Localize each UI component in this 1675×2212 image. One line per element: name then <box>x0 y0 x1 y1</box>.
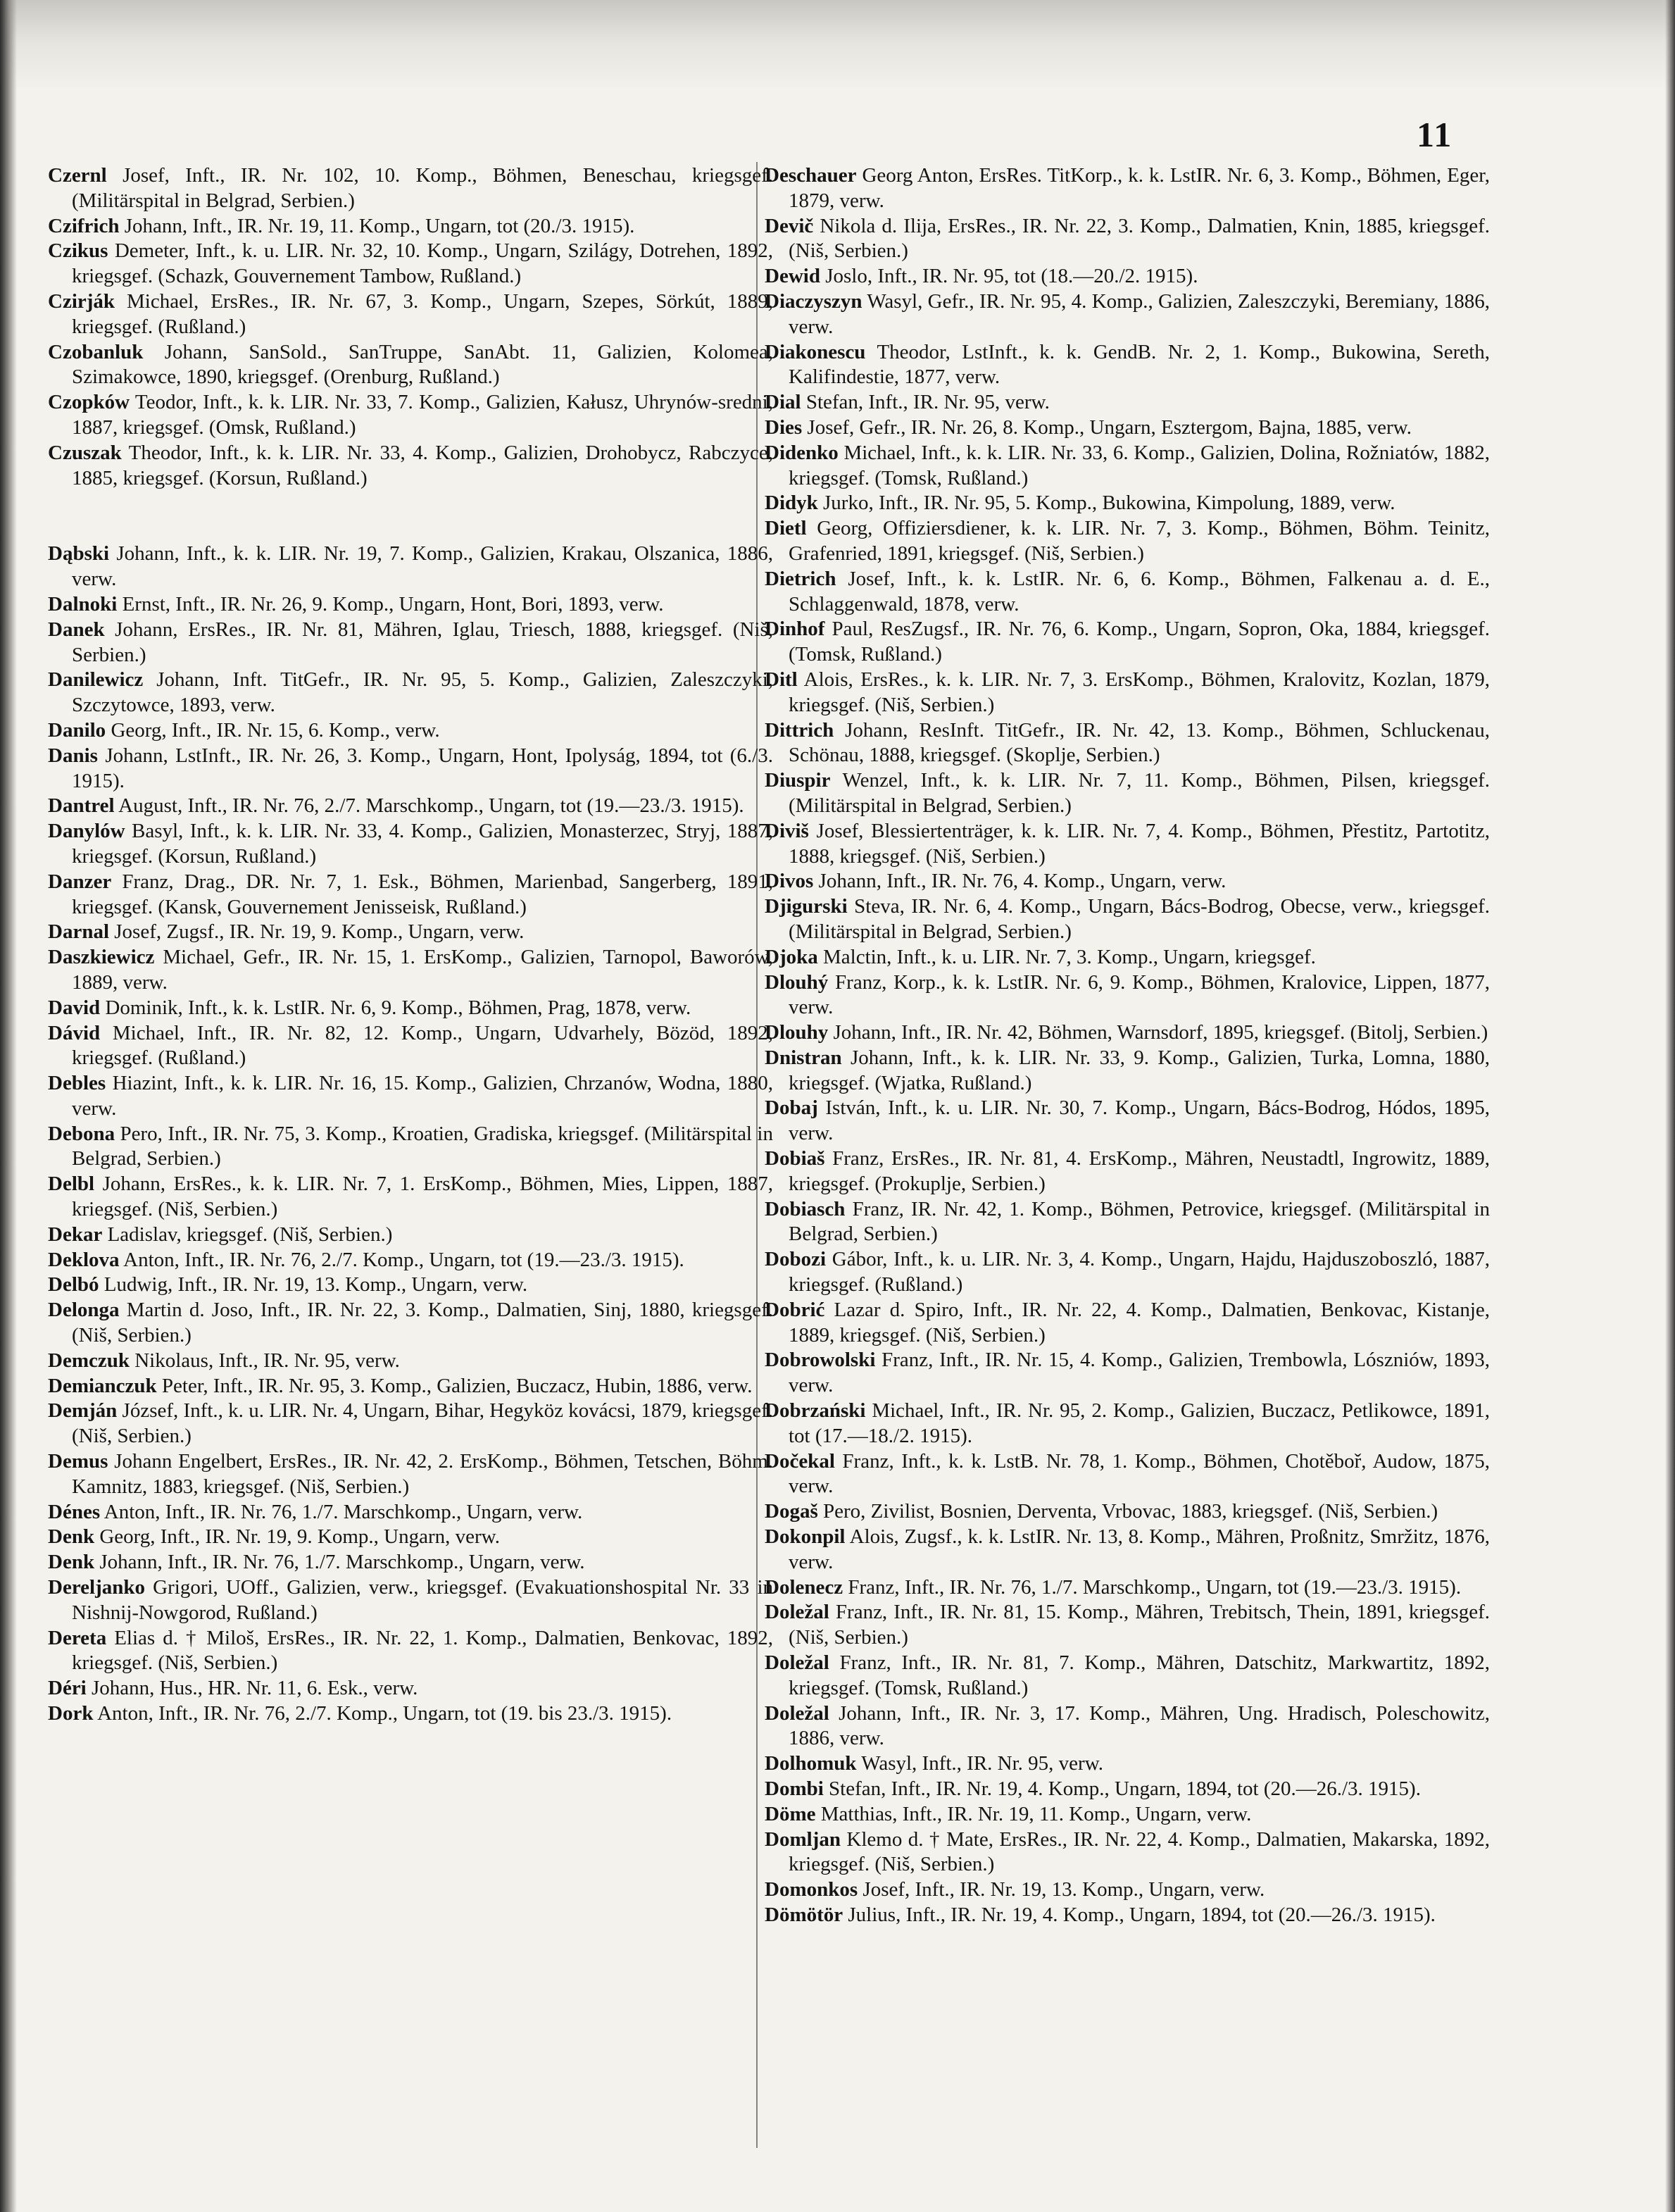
register-entry <box>48 870 773 920</box>
register-entry <box>765 1877 1490 1903</box>
entry-surname: Dokonpil <box>765 1525 846 1549</box>
right-column <box>765 163 1490 1928</box>
entry-details: Johann, LstInft., IR. Nr. 26, 3. Komp., Ungarn, Hont, Ipolyság, 1894, tot (6./3. 1915). <box>72 744 773 792</box>
entry-surname: Dobrzański <box>765 1399 866 1423</box>
page-right-edge <box>1665 0 1675 2212</box>
entry-details: Michael, Gefr., IR. Nr. 15, 1. ErsKomp., Galizien, Tarnopol, Baworów, 1889, verw. <box>72 946 773 994</box>
entry-details: Joslo, Inft., IR. Nr. 95, tot (18.—20./2. 1915). <box>825 265 1198 288</box>
register-entry <box>48 1701 773 1727</box>
register-entry <box>48 996 773 1021</box>
register-entry <box>765 1903 1490 1928</box>
entry-details: Alois, ErsRes., k. k. LIR. Nr. 7, 3. ErsKomp., Böhmen, Kralovitz, Kozlan, 1879, kriegsgef. (Niš, Serbien.) <box>789 668 1490 716</box>
entry-surname: Danilo <box>48 718 106 742</box>
entry-details: Paul, ResZugsf., IR. Nr. 76, 6. Komp., Ungarn, Sopron, Oka, 1884, kriegsgef. (Tomsk, Rußland.) <box>789 618 1491 666</box>
entry-details: Johann, SanSold., SanTruppe, SanAbt. 11, Galizien, Kolomea, Szimakowce, 1890, kriegsgef. (Orenburg, Rußland.) <box>72 340 773 389</box>
entry-details: Demeter, Inft., k. u. LIR. Nr. 32, 10. Komp., Ungarn, Szilágy, Dotrehen, 1892, kriegsgef. (Schazk, Gouvernement Tambow, Rußland.) <box>72 239 774 288</box>
entry-surname: Dlouhy <box>765 1021 829 1044</box>
entry-surname: Danis <box>48 744 98 767</box>
register-entry <box>765 1399 1490 1449</box>
entry-details: Johann, ErsRes., IR. Nr. 81, Mähren, Iglau, Triesch, 1888, kriegsgef. (Niš, Serbien.) <box>72 618 774 666</box>
register-entry <box>765 1701 1490 1752</box>
entry-details: Klemo d. † Mate, ErsRes., IR. Nr. 22, 4. Komp., Dalmatien, Makarska, 1892, kriegsgef. (Niš, Serbien.) <box>789 1827 1490 1876</box>
register-entry <box>765 163 1490 214</box>
entry-details: Wasyl, Gefr., IR. Nr. 95, 4. Komp., Galizien, Zaleszczyki, Beremiany, 1886, verw. <box>789 289 1490 338</box>
entry-surname: Dobozi <box>765 1248 826 1271</box>
register-entry <box>765 1751 1490 1777</box>
register-entry <box>765 1525 1490 1575</box>
entry-surname: Dénes <box>48 1500 101 1523</box>
entry-details: Georg, Inft., IR. Nr. 19, 9. Komp., Ungarn, verw. <box>99 1525 500 1549</box>
entry-surname: Djigurski <box>765 895 848 918</box>
entry-details: Nikolaus, Inft., IR. Nr. 95, verw. <box>134 1349 400 1372</box>
register-entry <box>765 768 1490 819</box>
entry-surname: Deschauer <box>765 164 857 187</box>
register-entry <box>48 819 773 870</box>
register-entry <box>48 1676 773 1701</box>
entry-surname: Domonkos <box>765 1878 858 1901</box>
entry-surname: Dnistran <box>765 1046 842 1069</box>
entry-details: Anton, Inft., IR. Nr. 76, 1./7. Marschkomp., Ungarn, verw. <box>103 1500 583 1523</box>
register-entry <box>48 289 773 340</box>
entry-details: Johann, Inft., IR. Nr. 42, Böhmen, Warnsdorf, 1895, kriegsgef. (Bitolj, Serbien.) <box>833 1021 1488 1044</box>
entry-surname: Czernl <box>48 164 107 187</box>
register-entry <box>48 1349 773 1374</box>
entry-details: Johann Engelbert, ErsRes., IR. Nr. 42, 2. ErsKomp., Böhmen, Tetschen, Böhm. Kamnitz, 1883, kriegsgef. (Niš, Serbien.) <box>72 1450 774 1498</box>
entry-details: Franz, Inft., IR. Nr. 81, 7. Komp., Mähren, Datschitz, Markwartitz, 1892, kriegsgef. (Tomsk, Rußland.) <box>789 1651 1490 1699</box>
register-entry <box>765 1348 1490 1399</box>
entry-surname: Czifrich <box>48 214 120 237</box>
entry-details: Stefan, Inft., IR. Nr. 95, verw. <box>805 391 1050 414</box>
right-column-block <box>765 163 1490 1928</box>
register-entry <box>765 1827 1490 1878</box>
register-entry <box>765 289 1490 340</box>
entry-details: Johann, Inft., IR. Nr. 19, 11. Komp., Ungarn, tot (20./3. 1915). <box>124 214 635 237</box>
entry-details: Pero, Zivilist, Bosnien, Derventa, Vrbovac, 1883, kriegsgef. (Niš, Serbien.) <box>822 1500 1438 1523</box>
register-entry <box>765 617 1490 668</box>
entry-surname: Dantrel <box>48 794 115 818</box>
register-entry <box>765 1046 1490 1096</box>
page-top-shadow <box>0 0 1675 92</box>
entry-surname: Dogaš <box>765 1500 818 1523</box>
register-entry <box>48 1298 773 1349</box>
register-entry <box>765 264 1490 289</box>
register-entry <box>48 1248 773 1273</box>
entry-surname: Didyk <box>765 492 818 515</box>
entry-details: Josef, Blessiertenträger, k. k. LIR. Nr. 7, 4. Komp., Böhmen, Přestitz, Partotitz, 1888, kriegsgef. (Niš, Serbien.) <box>789 819 1491 868</box>
entry-details: Franz, Drag., DR. Nr. 7, 1. Esk., Böhmen, Marienbad, Sangerberg, 1891, kriegsgef. (Kansk, Gouvernement Jenisseisk, Rußland.) <box>72 870 773 918</box>
entry-details: Pero, Inft., IR. Nr. 75, 3. Komp., Kroatien, Gradiska, kriegsgef. (Militärspital in Belgrad, Serbien.) <box>72 1122 773 1170</box>
register-entry <box>48 390 773 441</box>
entry-surname: Czobanluk <box>48 340 144 363</box>
entry-surname: Dittrich <box>765 718 834 742</box>
entry-surname: Delbó <box>48 1273 99 1296</box>
register-entry <box>48 1550 773 1575</box>
register-entry <box>765 869 1490 894</box>
register-entry <box>765 1575 1490 1601</box>
entry-details: Georg Anton, ErsRes. TitKorp., k. k. LstIR. Nr. 6, 3. Komp., Böhmen, Eger, 1879, verw. <box>789 164 1490 212</box>
register-entry <box>765 1298 1490 1349</box>
register-entry <box>48 1525 773 1550</box>
entry-details: Steva, IR. Nr. 6, 4. Komp., Ungarn, Bács-Bodrog, Obecse, verw., kriegsgef. (Militärspital in Belgrad, Serbien.) <box>789 895 1490 943</box>
entry-surname: Demján <box>48 1399 118 1423</box>
entry-surname: Debona <box>48 1122 115 1145</box>
entry-surname: Demianczuk <box>48 1374 157 1397</box>
register-entry <box>765 1802 1490 1827</box>
entry-details: Theodor, LstInft., k. k. GendB. Nr. 2, 1. Komp., Bukowina, Sereth, Kalifindestie, 1877, verw. <box>789 340 1490 389</box>
entry-surname: Diviš <box>765 819 809 842</box>
entry-surname: Dávid <box>48 1021 101 1044</box>
register-entry <box>765 970 1490 1021</box>
page-left-edge <box>0 0 17 2212</box>
register-entry <box>765 1247 1490 1298</box>
entry-surname: Diakonescu <box>765 340 866 363</box>
register-entry <box>765 1600 1490 1651</box>
left-column <box>48 163 773 1727</box>
register-entry <box>765 894 1490 945</box>
register-entry <box>765 1499 1490 1525</box>
register-entry <box>48 1374 773 1399</box>
entry-details: Josef, Inft., k. k. LstIR. Nr. 6, 6. Komp., Böhmen, Falkenau a. d. E., Schlaggenwald, 1878, verw. <box>789 567 1491 616</box>
entry-surname: Dlouhý <box>765 970 829 994</box>
register-entry <box>765 1449 1490 1500</box>
entry-surname: Czopków <box>48 391 130 414</box>
entry-details: Stefan, Inft., IR. Nr. 19, 4. Komp., Ungarn, 1894, tot (20.—26./3. 1915). <box>829 1777 1421 1800</box>
entry-details: Michael, Inft., k. k. LIR. Nr. 33, 6. Komp., Galizien, Dolina, Rožniatów, 1882, kriegsgef. (Tomsk, Rußland.) <box>789 441 1491 489</box>
entry-details: Franz, Inft., IR. Nr. 81, 15. Komp., Mähren, Trebitsch, Thein, 1891, kriegsgef. (Niš, Serbien.) <box>789 1601 1491 1649</box>
register-entry <box>48 441 773 492</box>
entry-details: Julius, Inft., IR. Nr. 19, 4. Komp., Ungarn, 1894, tot (20.—26./3. 1915). <box>848 1903 1436 1926</box>
register-entry <box>765 415 1490 441</box>
register-entry <box>48 1021 773 1072</box>
entry-surname: Déri <box>48 1677 87 1700</box>
entry-details: Johann, ResInft. TitGefr., IR. Nr. 42, 13. Komp., Böhmen, Schluckenau, Schönau, 1888, kriegsgef. (Skoplje, Serbien.) <box>789 718 1491 767</box>
register-entry <box>48 920 773 945</box>
entry-details: Anton, Inft., IR. Nr. 76, 2./7. Komp., Ungarn, tot (19.—23./3. 1915). <box>123 1248 684 1271</box>
entry-details: István, Inft., k. u. LIR. Nr. 30, 7. Komp., Ungarn, Bács-Bodrog, Hódos, 1895, verw. <box>789 1096 1490 1145</box>
entry-details: Hiazint, Inft., k. k. LIR. Nr. 16, 15. Komp., Galizien, Chrzanów, Wodna, 1880, verw. <box>72 1072 774 1120</box>
register-entry <box>765 1197 1490 1248</box>
entry-surname: Dolenecz <box>765 1575 843 1599</box>
register-entry <box>765 441 1490 492</box>
register-entry <box>765 340 1490 391</box>
entry-details: Johann, Inft., k. k. LIR. Nr. 19, 7. Komp., Galizien, Krakau, Olszanica, 1886, verw. <box>72 542 773 591</box>
entry-details: Johann, Inft., IR. Nr. 3, 17. Komp., Mähren, Ung. Hradisch, Poleschowitz, 1886, verw. <box>789 1701 1490 1750</box>
register-entry <box>765 718 1490 769</box>
entry-details: Peter, Inft., IR. Nr. 95, 3. Komp., Galizien, Buczacz, Hubin, 1886, verw. <box>161 1374 753 1397</box>
entry-details: Johann, ErsRes., k. k. LIR. Nr. 7, 1. ErsKomp., Böhmen, Mies, Lippen, 1887, kriegsgef. (Niš, Serbien.) <box>72 1173 774 1221</box>
entry-surname: Döme <box>765 1802 816 1825</box>
entry-surname: Danylów <box>48 820 125 843</box>
entry-details: Johann, Inft. TitGefr., IR. Nr. 95, 5. Komp., Galizien, Zaleszczyki, Szczytowce, 1893, verw. <box>72 668 774 717</box>
entry-surname: Dial <box>765 391 801 414</box>
entry-details: Johann, Inft., IR. Nr. 76, 1./7. Marschkomp., Ungarn, verw. <box>99 1551 585 1574</box>
entry-details: Franz, IR. Nr. 42, 1. Komp., Böhmen, Petrovice, kriegsgef. (Militärspital in Belgrad, Serbien.) <box>789 1197 1491 1246</box>
register-entry <box>765 1096 1490 1146</box>
entry-surname: Czikus <box>48 239 108 263</box>
register-entry <box>48 1071 773 1122</box>
register-entry <box>48 1223 773 1248</box>
register-entry <box>765 491 1490 516</box>
register-entry <box>765 1777 1490 1802</box>
entry-surname: Dereta <box>48 1626 107 1649</box>
entry-details: Franz, Inft., IR. Nr. 15, 4. Komp., Galizien, Trembowla, Lószniów, 1893, verw. <box>789 1349 1491 1397</box>
register-entry <box>765 516 1490 567</box>
entry-details: Theodor, Inft., k. k. LIR. Nr. 33, 4. Komp., Galizien, Drohobycz, Rabczyce, 1885, kriegsgef. (Korsun, Rußland.) <box>72 441 773 489</box>
entry-details: Josef, Inft., IR. Nr. 19, 13. Komp., Ungarn, verw. <box>862 1878 1265 1901</box>
register-entry <box>48 618 773 668</box>
entry-details: Johann, Inft., k. k. LIR. Nr. 33, 9. Komp., Galizien, Turka, Lomna, 1880, kriegsgef. (Wjatka, Rußland.) <box>789 1046 1490 1094</box>
entry-surname: Dočekal <box>765 1449 835 1473</box>
entry-surname: Diuspir <box>765 769 831 792</box>
register-entry <box>765 1651 1490 1701</box>
left-column-block-b <box>48 542 773 1726</box>
entry-details: Johann, Hus., HR. Nr. 11, 6. Esk., verw. <box>92 1677 418 1700</box>
register-entry <box>765 668 1490 718</box>
entry-surname: Darnal <box>48 920 109 944</box>
entry-details: Franz, Inft., IR. Nr. 76, 1./7. Marschkomp., Ungarn, tot (19.—23./3. 1915). <box>848 1575 1462 1599</box>
register-entry <box>765 1146 1490 1197</box>
entry-details: Michael, Inft., IR. Nr. 82, 12. Komp., Ungarn, Udvarhely, Bözöd, 1892, kriegsgef. (Rußland.) <box>72 1021 774 1070</box>
entry-details: Alois, Zugsf., k. k. LstIR. Nr. 13, 8. Komp., Mähren, Proßnitz, Smržitz, 1876, verw. <box>789 1525 1490 1573</box>
entry-details: József, Inft., k. u. LIR. Nr. 4, Ungarn, Bihar, Hegyköz kovácsi, 1879, kriegsgef. (Niš, Serbien.) <box>72 1399 773 1448</box>
entry-details: Ludwig, Inft., IR. Nr. 19, 13. Komp., Ungarn, verw. <box>103 1273 528 1296</box>
register-entry <box>765 819 1490 870</box>
entry-surname: Daszkiewicz <box>48 946 155 969</box>
entry-surname: Dalnoki <box>48 592 118 616</box>
register-entry <box>48 592 773 618</box>
register-entry <box>765 390 1490 415</box>
entry-surname: Demczuk <box>48 1349 130 1372</box>
entry-surname: Czirják <box>48 289 115 313</box>
entry-surname: Danek <box>48 618 105 641</box>
entry-surname: Dinhof <box>765 618 825 641</box>
entry-surname: Doležal <box>765 1651 829 1675</box>
register-entry <box>765 214 1490 265</box>
entry-surname: Djoka <box>765 945 818 968</box>
entry-surname: Didenko <box>765 441 839 464</box>
entry-surname: Dies <box>765 415 803 439</box>
entry-surname: Dobiaš <box>765 1147 825 1170</box>
register-entry <box>48 214 773 239</box>
entry-surname: Devič <box>765 214 814 237</box>
register-entry <box>48 163 773 214</box>
entry-details: Wenzel, Inft., k. k. LIR. Nr. 7, 11. Komp., Böhmen, Pilsen, kriegsgef. (Militärspital in Belgrad, Serbien.) <box>789 769 1490 817</box>
entry-surname: Dobiasch <box>765 1197 846 1220</box>
entry-details: Johann, Inft., IR. Nr. 76, 4. Komp., Ungarn, verw. <box>818 870 1227 893</box>
entry-details: August, Inft., IR. Nr. 76, 2./7. Marschkomp., Ungarn, tot (19.—23./3. 1915). <box>118 794 744 818</box>
entry-surname: Dömötör <box>765 1903 843 1926</box>
entry-surname: Deklova <box>48 1248 120 1271</box>
register-entry <box>765 945 1490 970</box>
entry-surname: Demus <box>48 1450 108 1473</box>
section-gap <box>48 491 773 542</box>
register-entry <box>48 340 773 391</box>
entry-surname: Dobaj <box>765 1096 818 1120</box>
entry-details: Malctin, Inft., k. u. LIR. Nr. 7, 3. Komp., Ungarn, kriegsgef. <box>822 945 1316 968</box>
entry-surname: Doležal <box>765 1701 829 1725</box>
entry-surname: Dietl <box>765 517 807 540</box>
entry-details: Josef, Gefr., IR. Nr. 26, 8. Komp., Ungarn, Esztergom, Bajna, 1885, verw. <box>807 415 1412 439</box>
entry-details: Michael, ErsRes., IR. Nr. 67, 3. Komp., Ungarn, Szepes, Sörkút, 1889, kriegsgef. (Rußland.) <box>72 289 774 338</box>
register-entry <box>48 668 773 718</box>
entry-surname: Ditl <box>765 668 798 691</box>
entry-details: Wasyl, Inft., IR. Nr. 95, verw. <box>861 1752 1104 1775</box>
entry-surname: Denk <box>48 1525 95 1549</box>
register-entry <box>765 1020 1490 1046</box>
entry-details: Michael, Inft., IR. Nr. 95, 2. Komp., Galizien, Buczacz, Petlikowce, 1891, tot (17.—18./2. 1915). <box>789 1399 1490 1447</box>
entry-details: Basyl, Inft., k. k. LIR. Nr. 33, 4. Komp., Galizien, Monasterzec, Stryj, 1887, kriegsgef. (Korsun, Rußland.) <box>72 820 773 868</box>
entry-surname: Delbl <box>48 1173 95 1196</box>
entry-surname: David <box>48 996 101 1019</box>
entry-details: Franz, Korp., k. k. LstIR. Nr. 6, 9. Komp., Böhmen, Kralovice, Lippen, 1877, verw. <box>789 970 1491 1019</box>
entry-details: Anton, Inft., IR. Nr. 76, 2./7. Komp., Ungarn, tot (19. bis 23./3. 1915). <box>97 1702 672 1725</box>
entry-surname: Debles <box>48 1072 106 1095</box>
register-entry <box>48 1399 773 1449</box>
entry-surname: Dobrowolski <box>765 1349 876 1372</box>
entry-details: Nikola d. Ilija, ErsRes., IR. Nr. 22, 3. Komp., Dalmatien, Knin, 1885, kriegsgef. (Niš, Serbien.) <box>789 214 1491 263</box>
entry-details: Josef, Zugsf., IR. Nr. 19, 9. Komp., Ungarn, verw. <box>114 920 525 944</box>
entry-surname: Dork <box>48 1702 94 1725</box>
entry-surname: Danilewicz <box>48 668 144 692</box>
register-entry <box>48 1575 773 1626</box>
entry-surname: Dolhomuk <box>765 1752 857 1775</box>
entry-details: Martin d. Joso, Inft., IR. Nr. 22, 3. Komp., Dalmatien, Sinj, 1880, kriegsgef. (Niš, Serbien.) <box>72 1299 774 1347</box>
entry-details: Georg, Inft., IR. Nr. 15, 6. Komp., verw. <box>111 718 440 742</box>
entry-details: Dominik, Inft., k. k. LstIR. Nr. 6, 9. Komp., Böhmen, Prag, 1878, verw. <box>105 996 691 1019</box>
entry-surname: Divos <box>765 870 814 893</box>
entry-surname: Delonga <box>48 1299 120 1322</box>
entry-surname: Danzer <box>48 870 112 893</box>
entry-details: Elias d. † Miloš, ErsRes., IR. Nr. 22, 1. Komp., Dalmatien, Benkovac, 1892, kriegsgef. (Niš, Serbien.) <box>72 1626 773 1675</box>
entry-details: Josef, Inft., IR. Nr. 102, 10. Komp., Böhmen, Beneschau, kriegsgef. (Militärspital in Belgrad, Serbien.) <box>72 164 774 212</box>
entry-details: Lazar d. Spiro, Inft., IR. Nr. 22, 4. Komp., Dalmatien, Benkovac, Kistanje, 1889, kriegsgef. (Niš, Serbien.) <box>789 1298 1491 1346</box>
register-entry <box>48 1626 773 1677</box>
register-entry <box>765 567 1490 618</box>
entry-details: Grigori, UOff., Galizien, verw., kriegsgef. (Evakuationshospital Nr. 33 in Nishnij-Nowgorod, Rußland.) <box>72 1576 774 1624</box>
entry-surname: Dąbski <box>48 542 110 566</box>
entry-details: Georg, Offiziersdiener, k. k. LIR. Nr. 7, 3. Komp., Böhmen, Böhm. Teinitz, Grafenried, 1891, kriegsgef. (Niš, Serbien.) <box>789 517 1491 565</box>
entry-details: Teodor, Inft., k. k. LIR. Nr. 33, 7. Komp., Galizien, Kałusz, Uhrynów-sredni, 1887, kriegsgef. (Omsk, Rußland.) <box>72 391 773 439</box>
left-column-block-a <box>48 163 773 491</box>
entry-details: Franz, Inft., k. k. LstB. Nr. 78, 1. Komp., Böhmen, Chotěboř, Audow, 1875, verw. <box>789 1449 1491 1498</box>
entry-surname: Dekar <box>48 1223 103 1246</box>
entry-surname: Dereljanko <box>48 1576 146 1599</box>
entry-details: Ladislav, kriegsgef. (Niš, Serbien.) <box>107 1223 393 1246</box>
register-entry <box>48 945 773 996</box>
entry-surname: Dietrich <box>765 567 836 590</box>
register-entry <box>48 1172 773 1223</box>
entry-details: Matthias, Inft., IR. Nr. 19, 11. Komp., Ungarn, verw. <box>820 1802 1252 1825</box>
entry-details: Jurko, Inft., IR. Nr. 95, 5. Komp., Bukowina, Kimpolung, 1889, verw. <box>823 492 1395 515</box>
register-entry <box>48 239 773 289</box>
register-entry <box>48 1449 773 1500</box>
entry-surname: Denk <box>48 1551 95 1574</box>
register-entry <box>48 1122 773 1173</box>
entry-surname: Diaczyszyn <box>765 289 862 313</box>
register-entry <box>48 1273 773 1298</box>
register-entry <box>48 1500 773 1525</box>
entry-surname: Doležal <box>765 1601 829 1624</box>
entry-surname: Domljan <box>765 1827 841 1851</box>
register-entry <box>48 794 773 819</box>
register-entry <box>48 718 773 744</box>
register-entry <box>48 542 773 592</box>
entry-surname: Dombi <box>765 1777 824 1800</box>
entry-surname: Dobrić <box>765 1298 825 1321</box>
entry-details: Gábor, Inft., k. u. LIR. Nr. 3, 4. Komp., Ungarn, Hajdu, Hajduszoboszló, 1887, kriegsgef. (Rußland.) <box>789 1248 1491 1296</box>
entry-surname: Czuszak <box>48 441 122 464</box>
entry-surname: Dewid <box>765 265 820 288</box>
entry-details: Ernst, Inft., IR. Nr. 26, 9. Komp., Ungarn, Hont, Bori, 1893, verw. <box>122 592 664 616</box>
entry-details: Franz, ErsRes., IR. Nr. 81, 4. ErsKomp., Mähren, Neustadtl, Ingrowitz, 1889, kriegsgef. (Prokuplje, Serbien.) <box>789 1147 1491 1195</box>
register-entry <box>48 744 773 794</box>
page-number: 11 <box>1417 115 1453 154</box>
